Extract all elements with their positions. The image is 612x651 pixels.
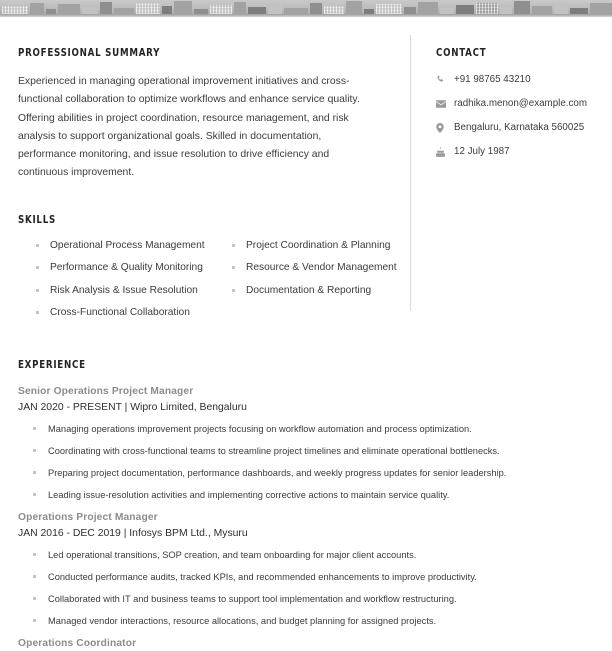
- duty-item: Managing operations improvement projects focusing on workflow automation and process optimization.: [18, 423, 594, 435]
- duty-item: Led operational transitions, SOP creation, and team onboarding for major client accounts.: [18, 549, 594, 561]
- skills-heading: SKILLS: [18, 213, 56, 226]
- contact-value: Bengaluru, Karnataka 560025: [454, 122, 585, 133]
- experience-entry: [18, 511, 594, 627]
- duty-item: Collaborated with IT and business teams to support tool implementation and workflow restructuring.: [18, 593, 594, 605]
- birthday-cake-icon: [436, 145, 454, 158]
- skill-item: Cross-Functional Collaboration: [18, 306, 214, 320]
- job-meta: JAN 2016 - DEC 2019 | Infosys BPM Ltd., Mysuru: [18, 527, 248, 539]
- skills-right-column: [214, 239, 410, 329]
- professional-summary-text: Experienced in managing operational improvement initiatives and cross-functional collaboration to optimize workflows and enhance service quality. Offering abilities in project coordination, resource management, and risk analysis to support organizational goals. Skilled in documentation, performance monitoring, and issue resolution to drive efficiency and continuous improvement.: [18, 76, 360, 179]
- skill-item: Project Coordination & Planning: [214, 239, 410, 253]
- contact-item-location: [436, 121, 594, 134]
- city-skyline-banner: [0, 0, 612, 17]
- duty-item: Leading issue-resolution activities and implementing corrective actions to maintain service quality.: [18, 489, 594, 501]
- job-title: Operations Project Manager: [18, 511, 158, 523]
- skill-item: Operational Process Management: [18, 239, 214, 253]
- duty-item: Managed vendor interactions, resource allocations, and budget planning for assigned projects.: [18, 615, 594, 627]
- right-column: [410, 17, 594, 169]
- contact-item-phone: [436, 73, 594, 86]
- duty-item: Preparing project documentation, performance dashboards, and weekly progress updates for senior leadership.: [18, 467, 594, 479]
- experience-entry: [18, 385, 594, 501]
- job-meta: JAN 2020 - PRESENT | Wipro Limited, Bengaluru: [18, 401, 247, 413]
- left-column: [18, 17, 410, 329]
- contact-value: +91 98765 43210: [454, 74, 531, 85]
- skills-left-column: [18, 239, 214, 329]
- job-duties-list: [18, 549, 594, 627]
- contact-heading: CONTACT: [436, 47, 487, 59]
- duty-item: Coordinating with cross-functional teams to streamline project timelines and eliminate operational bottlenecks.: [18, 445, 594, 457]
- skill-item: Risk Analysis & Issue Resolution: [18, 284, 214, 298]
- skill-item: Resource & Vendor Management: [214, 261, 410, 275]
- experience-heading: EXPERIENCE: [18, 358, 86, 371]
- contact-item-birthdate: [436, 145, 594, 158]
- job-duties-list: [18, 423, 594, 501]
- envelope-icon: [436, 97, 454, 110]
- professional-summary-heading: PROFESSIONAL SUMMARY: [18, 47, 161, 59]
- column-divider: [410, 35, 411, 311]
- skill-item: Documentation & Reporting: [214, 284, 410, 298]
- job-title: Senior Operations Project Manager: [18, 385, 194, 397]
- upper-two-column-area: [18, 17, 594, 329]
- skills-list-right: [214, 239, 410, 298]
- resume-page: [0, 17, 612, 651]
- job-title: Operations Coordinator: [18, 637, 137, 649]
- contact-value: radhika.menon@example.com: [454, 98, 588, 109]
- contact-value: 12 July 1987: [454, 146, 510, 157]
- duty-item: Conducted performance audits, tracked KPIs, and recommended enhancements to improve productivity.: [18, 571, 594, 583]
- skills-list-left: [18, 239, 214, 320]
- contact-item-email: [436, 97, 594, 110]
- skill-item: Performance & Quality Monitoring: [18, 261, 214, 275]
- contact-list: [436, 73, 594, 158]
- experience-entry: [18, 637, 594, 651]
- phone-icon: [436, 73, 454, 86]
- skills-columns: [18, 239, 397, 329]
- location-pin-icon: [436, 121, 454, 134]
